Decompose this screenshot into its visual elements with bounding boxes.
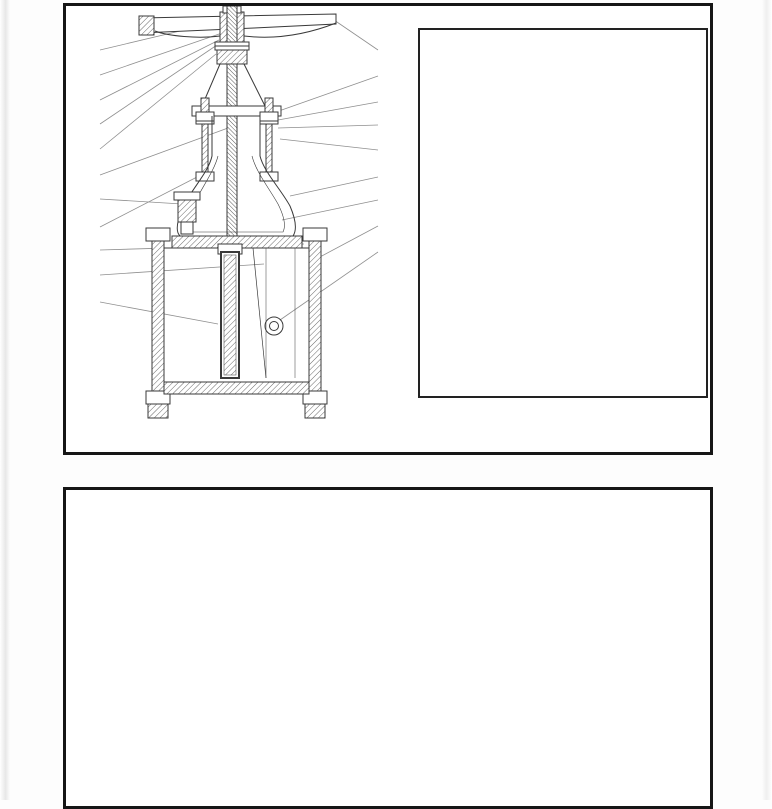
plug xyxy=(265,317,283,335)
figure1-panel xyxy=(63,3,713,455)
figure2-panel xyxy=(63,487,713,809)
gate-valve-drawing xyxy=(68,6,418,436)
valve-section xyxy=(139,6,336,418)
packing xyxy=(178,200,196,222)
pressure-loss-chart xyxy=(66,490,704,774)
body-bottom-wall xyxy=(164,382,309,394)
parts-table xyxy=(418,28,708,398)
stem-nut xyxy=(217,50,247,64)
page-edge-shadow-right xyxy=(762,0,772,800)
page-edge-shadow-left xyxy=(0,0,10,800)
